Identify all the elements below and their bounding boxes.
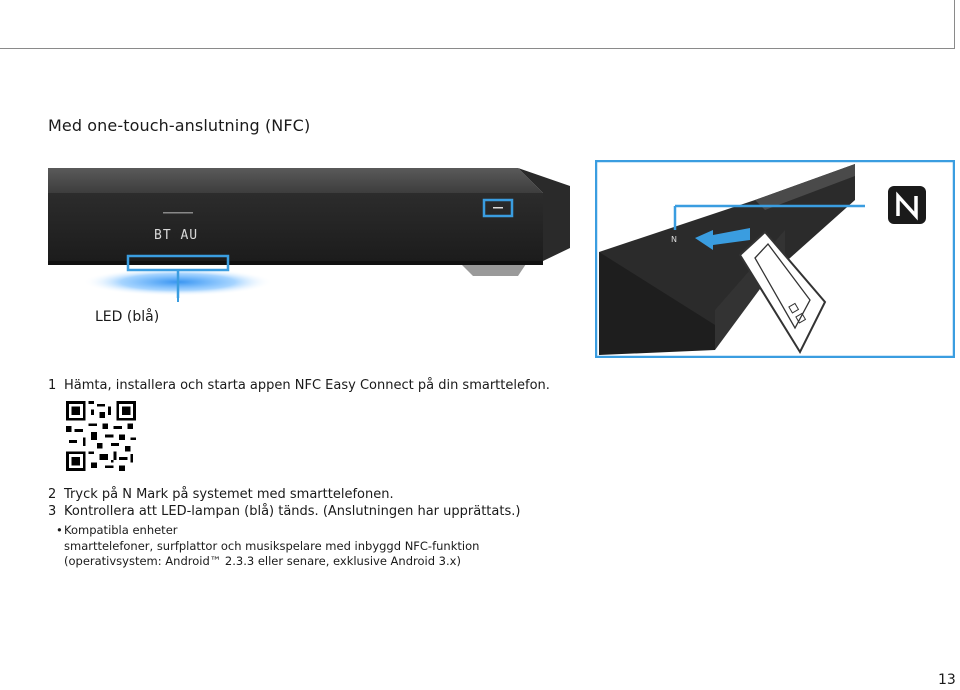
- nfc-detail-illustration: [595, 160, 955, 358]
- step-2: [48, 486, 520, 503]
- led-label: LED (blå): [95, 309, 160, 325]
- step-number: 2: [48, 487, 57, 502]
- step-1: [48, 377, 550, 394]
- bullet-icon: •: [56, 523, 63, 537]
- compatible-line-2: (operativsystem: Android™ 2.3.3 eller senare, exklusive Android 3.x): [64, 554, 461, 568]
- display-text: BT AU: [154, 228, 199, 243]
- led-callout-line: [177, 298, 179, 302]
- step-text: Kontrollera att LED-lampan (blå) tänds. (Anslutningen har upprättats.): [64, 504, 521, 519]
- step-text: Hämta, installera och starta appen NFC Easy Connect på din smarttelefon.: [64, 378, 550, 393]
- page-heading: Med one-touch-anslutning (NFC): [48, 116, 311, 135]
- page-number: 13: [938, 672, 956, 688]
- qr-code[interactable]: [66, 401, 136, 471]
- step-text: Tryck på N Mark på systemet med smarttelefonen.: [64, 487, 394, 502]
- top-rule: [0, 48, 955, 49]
- step-number: 3: [48, 504, 57, 519]
- svg-text:N: N: [671, 235, 677, 244]
- compatible-line-1: smarttelefoner, surfplattor och musikspelare med inbyggd NFC-funktion: [64, 538, 480, 553]
- compatible-title: Kompatibla enheter: [64, 523, 178, 537]
- compatible-devices: [56, 523, 479, 570]
- top-rule-end: [954, 0, 955, 48]
- step-3: [48, 503, 520, 520]
- soundbar-illustration: [48, 168, 570, 298]
- step-list-1: [48, 377, 550, 394]
- step-number: 1: [48, 378, 57, 393]
- step-list-2: [48, 486, 520, 520]
- n-mark-icon: [888, 186, 926, 224]
